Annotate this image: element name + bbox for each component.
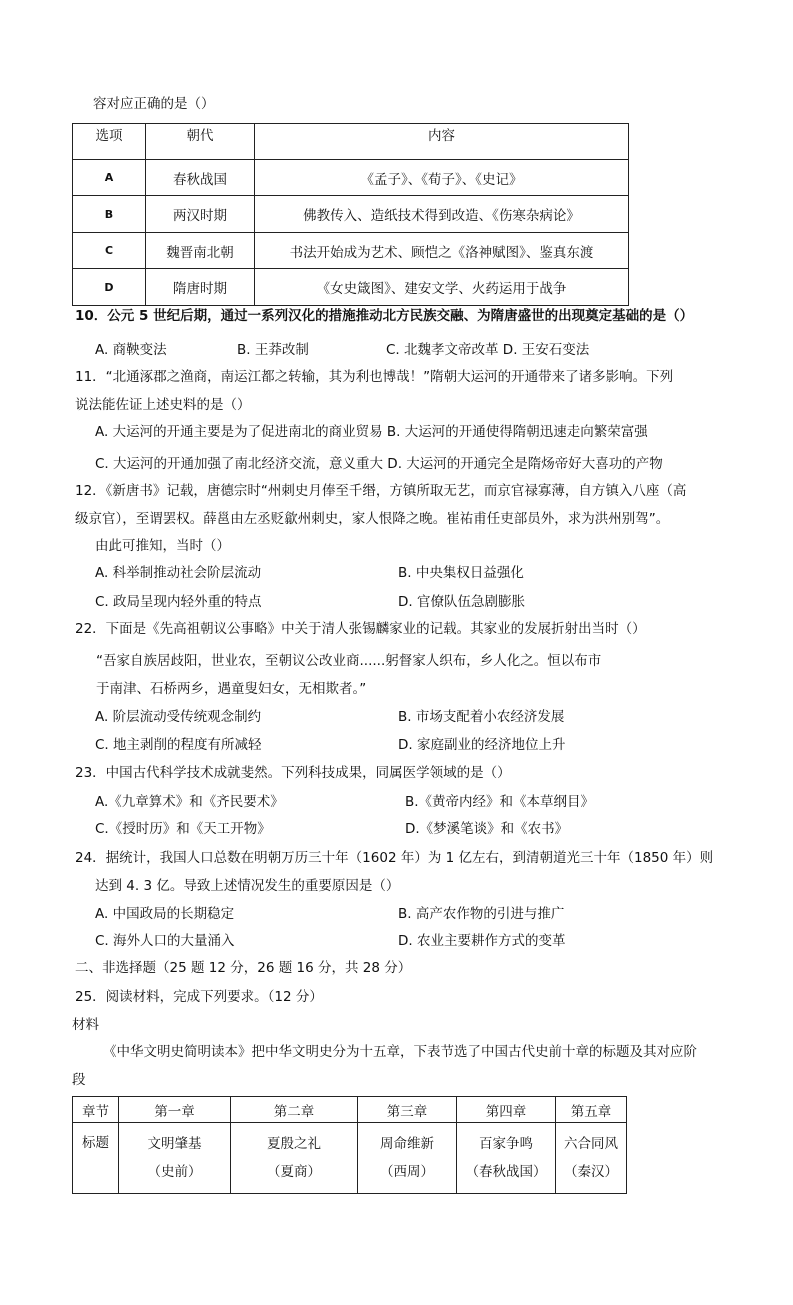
q12-stem-line2: 级京官），至谓罢权。薛邕由左丞贬歙州刺史，家人恨降之晚。崔祐甫任吏部员外，求为洪州别驾”。 <box>75 511 670 527</box>
chapter-period: （春秋战国） <box>465 1164 547 1180</box>
dynasty-cell: 春秋战国 <box>146 160 255 196</box>
chapter-title: 百家争鸣 <box>479 1136 533 1152</box>
content-cell: 书法开始成为艺术、顾恺之《洛神赋图》、鉴真东渡 <box>255 233 629 269</box>
table-row <box>73 269 629 306</box>
chapter-cell: 第三章 <box>358 1097 457 1123</box>
q11-options-ab: A. 大运河的开通主要是为了促进南北的商业贸易 B. 大运河的开通使得隋朝迅速走向繁荣富强 <box>95 424 648 440</box>
title-cell <box>231 1123 358 1194</box>
chapter-title: 文明肇基 <box>147 1136 202 1152</box>
q22-option-b: B. 市场支配着小农经济发展 <box>398 709 565 725</box>
dynasty-cell: 魏晋南北朝 <box>146 233 255 269</box>
chapter-period: （史前） <box>147 1164 202 1180</box>
q25-stem: 25．阅读材料，完成下列要求。（12 分） <box>75 989 323 1005</box>
q12-option-a: A. 科举制推动社会阶层流动 <box>95 565 262 581</box>
q24-stem-line2: 达到 4. 3 亿。导致上述情况发生的重要原因是（） <box>95 878 400 894</box>
q23-option-a: A.《九章算术》和《齐民要术》 <box>95 794 284 810</box>
title-cell <box>457 1123 556 1194</box>
chapter-title: 夏殷之礼 <box>267 1136 321 1152</box>
chapter-cell: 第二章 <box>231 1097 358 1123</box>
table-row <box>73 1097 627 1123</box>
q10-stem: 10．公元 5 世纪后期，通过一系列汉化的措施推动北方民族交融、为隋唐盛世的出现奠定基础的是（） <box>75 308 694 324</box>
title-cell <box>556 1123 627 1194</box>
q12-option-d: D. 官僚队伍急剧膨胀 <box>398 594 525 610</box>
row-label-title: 标题 <box>73 1123 119 1194</box>
q22-quote-line2: 于南津、石桥两乡，遇童叟妇女，无相欺者。” <box>96 681 367 697</box>
q24-option-c: C. 海外人口的大量涌入 <box>95 933 235 949</box>
chapter-cell: 第一章 <box>119 1097 231 1123</box>
q22-quote-line1: “吾家自族居歧阳，世业农，至朝议公改业商......躬督家人织布，乡人化之。恒以布市 <box>96 653 602 669</box>
table-row <box>73 1123 627 1194</box>
q10-option-b: B. 王莽改制 <box>237 342 309 358</box>
row-label-chapter: 章节 <box>73 1097 119 1123</box>
q12-stem-line3: 由此可推知，当时（） <box>95 538 230 554</box>
material-label: 材料 <box>72 1017 99 1033</box>
option-letter: A <box>73 160 146 196</box>
q12-stem-line1: 12．《新唐书》记载，唐德宗时“州刺史月俸至千缗，方镇所取无艺，而京官禄寡薄，自方镇入八座（高 <box>75 483 687 499</box>
option-letter: C <box>73 233 146 269</box>
chapter-period: （夏商） <box>267 1164 321 1180</box>
q9-stem-tail: 容对应正确的是（） <box>93 96 215 112</box>
q23-option-d: D.《梦溪笔谈》和《农书》 <box>405 821 569 837</box>
q9-options-table <box>72 123 629 306</box>
chapter-period: （西周） <box>380 1164 434 1180</box>
q22-option-a: A. 阶层流动受传统观念制约 <box>95 709 262 725</box>
chapter-period: （秦汉） <box>564 1164 618 1180</box>
q12-option-c: C. 政局呈现内轻外重的特点 <box>95 594 262 610</box>
title-cell <box>358 1123 457 1194</box>
material-text-line1: 《中华文明史简明读本》把中华文明史分为十五章，下表节选了中国古代史前十章的标题及其对应阶 <box>103 1044 697 1060</box>
chapter-table <box>72 1096 627 1194</box>
content-cell: 《孟子》、《荀子》、《史记》 <box>255 160 629 196</box>
q10-option-cd: C. 北魏孝文帝改革 D. 王安石变法 <box>386 342 590 358</box>
q24-option-b: B. 高产农作物的引进与推广 <box>398 906 565 922</box>
table-row <box>73 233 629 269</box>
table-row <box>73 160 629 196</box>
section-heading: 二、非选择题（25 题 12 分，26 题 16 分，共 28 分） <box>75 960 412 976</box>
chapter-title: 六合同风 <box>564 1136 618 1152</box>
q24-option-d: D. 农业主要耕作方式的变革 <box>398 933 566 949</box>
q22-option-d: D. 家庭副业的经济地位上升 <box>398 737 566 753</box>
chapter-cell: 第五章 <box>556 1097 627 1123</box>
q22-stem: 22．下面是《先高祖朝议公事略》中关于清人张锡麟家业的记载。其家业的发展折射出当时（） <box>75 621 646 637</box>
table-row <box>73 196 629 233</box>
option-letter: B <box>73 196 146 233</box>
table-header-row <box>73 124 629 160</box>
dynasty-cell: 隋唐时期 <box>146 269 255 306</box>
content-cell: 佛教传入、造纸技术得到改造、《伤寒杂病论》 <box>255 196 629 233</box>
q24-stem-line1: 24．据统计，我国人口总数在明朝万历三十年（1602 年）为 1 亿左右，到清朝道光三十年（1850 年）则 <box>75 850 714 866</box>
chapter-cell: 第四章 <box>457 1097 556 1123</box>
q23-option-c: C.《授时历》和《天工开物》 <box>95 821 271 837</box>
q12-option-b: B. 中央集权日益强化 <box>398 565 524 581</box>
q23-option-b: B.《黄帝内经》和《本草纲目》 <box>405 794 595 810</box>
q22-option-c: C. 地主剥削的程度有所减轻 <box>95 737 262 753</box>
option-letter: D <box>73 269 146 306</box>
q10-option-a: A. 商鞅变法 <box>95 342 167 358</box>
header-option: 选项 <box>73 124 146 160</box>
header-content: 内容 <box>255 124 629 160</box>
q11-stem-line2: 说法能佐证上述史料的是（） <box>75 397 251 413</box>
q11-options-cd: C. 大运河的开通加强了南北经济交流，意义重大 D. 大运河的开通完全是隋炀帝好大喜功的产物 <box>95 456 663 472</box>
q11-stem-line1: 11．“北通涿郡之渔商，南运江都之转输，其为利也博哉！”隋朝大运河的开通带来了诸多影响。下列 <box>75 369 674 385</box>
chapter-title: 周命维新 <box>380 1136 434 1152</box>
content-cell: 《女史箴图》、建安文学、火药运用于战争 <box>255 269 629 306</box>
title-cell <box>119 1123 231 1194</box>
dynasty-cell: 两汉时期 <box>146 196 255 233</box>
q23-stem: 23．中国古代科学技术成就斐然。下列科技成果，同属医学领域的是（） <box>75 765 511 781</box>
header-dynasty: 朝代 <box>146 124 255 160</box>
material-text-line2: 段 <box>72 1072 86 1088</box>
q24-option-a: A. 中国政局的长期稳定 <box>95 906 235 922</box>
